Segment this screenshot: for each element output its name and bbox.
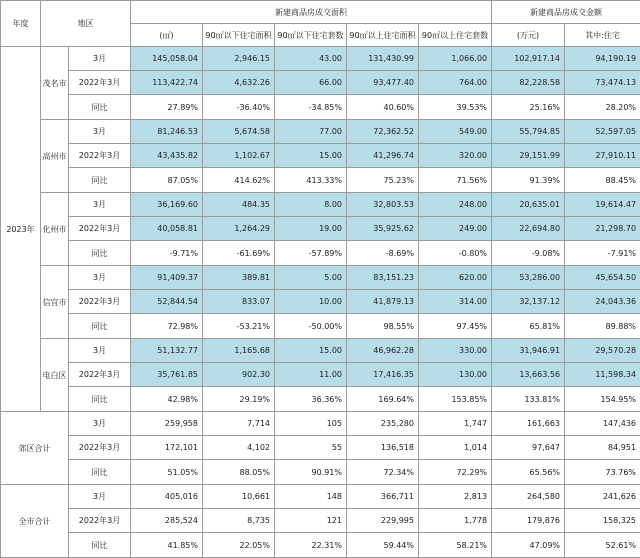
data-cell: 172,101: [131, 436, 203, 460]
table-row: [1, 290, 640, 314]
table-row: [1, 485, 640, 509]
data-cell: 549.00: [419, 120, 492, 144]
data-cell: 105: [275, 412, 347, 436]
table-row: [1, 339, 640, 363]
row-label: 3月: [69, 193, 131, 217]
data-cell: 22.05%: [203, 533, 275, 558]
row-label: 同比: [69, 314, 131, 339]
data-cell: 72.29%: [419, 460, 492, 485]
data-cell: 2,946.15: [203, 47, 275, 71]
header-amount-group: 新建商品房成交金额: [492, 1, 640, 24]
table-row: [1, 412, 640, 436]
data-cell: 72.34%: [347, 460, 419, 485]
data-cell: -53.21%: [203, 314, 275, 339]
data-cell: 82,228.58: [492, 71, 565, 95]
data-cell: 8.00: [275, 193, 347, 217]
data-cell: 73.76%: [565, 460, 640, 485]
data-cell: -61.69%: [203, 241, 275, 266]
data-cell: 10.00: [275, 290, 347, 314]
data-cell: 389.81: [203, 266, 275, 290]
data-cell: 46,962.28: [347, 339, 419, 363]
data-cell: 35,761.85: [131, 363, 203, 387]
data-cell: 620.00: [419, 266, 492, 290]
table-row: [1, 120, 640, 144]
data-cell: 25.16%: [492, 95, 565, 120]
data-cell: 52,844.54: [131, 290, 203, 314]
row-label: 同比: [69, 95, 131, 120]
data-cell: 235,280: [347, 412, 419, 436]
data-cell: 88.05%: [203, 460, 275, 485]
data-cell: 65.56%: [492, 460, 565, 485]
row-label: 同比: [69, 241, 131, 266]
data-cell: 15.00: [275, 144, 347, 168]
data-cell: -34.85%: [275, 95, 347, 120]
table-row: [1, 460, 640, 485]
region-name: 茂名市: [41, 47, 69, 120]
data-cell: 1,165.68: [203, 339, 275, 363]
data-cell: 148: [275, 485, 347, 509]
data-cell: 4,632.26: [203, 71, 275, 95]
data-cell: 366,711: [347, 485, 419, 509]
row-label: 同比: [69, 168, 131, 193]
data-cell: 405,016: [131, 485, 203, 509]
data-cell: 8,735: [203, 509, 275, 533]
data-cell: 145,058.04: [131, 47, 203, 71]
data-cell: -0.80%: [419, 241, 492, 266]
data-cell: 21,298.70: [565, 217, 640, 241]
data-cell: 39.53%: [419, 95, 492, 120]
region-name: 高州市: [41, 120, 69, 193]
data-cell: 28.20%: [565, 95, 640, 120]
data-cell: 43.00: [275, 47, 347, 71]
row-label: 3月: [69, 339, 131, 363]
data-cell: -57.89%: [275, 241, 347, 266]
region-name: 全市合计: [1, 485, 69, 558]
data-cell: 27,910.11: [565, 144, 640, 168]
data-cell: 29.19%: [203, 387, 275, 412]
table-row: [1, 95, 640, 120]
data-cell: 11.00: [275, 363, 347, 387]
data-cell: 36,169.60: [131, 193, 203, 217]
header-sub-3: 90㎡以上住宅面积: [347, 24, 419, 47]
data-cell: 84,951: [565, 436, 640, 460]
data-cell: 17,416.35: [347, 363, 419, 387]
row-label: 同比: [69, 460, 131, 485]
data-cell: 314.00: [419, 290, 492, 314]
table-body: [1, 1, 640, 558]
data-cell: 41,296.74: [347, 144, 419, 168]
header-sub-1: 90㎡以下住宅面积: [203, 24, 275, 47]
data-cell: 5.00: [275, 266, 347, 290]
row-label: 2022年3月: [69, 436, 131, 460]
region-name: 信宜市: [41, 266, 69, 339]
data-cell: 121: [275, 509, 347, 533]
data-cell: 41,879.13: [347, 290, 419, 314]
data-cell: 55: [275, 436, 347, 460]
data-cell: 285,524: [131, 509, 203, 533]
data-cell: 484.35: [203, 193, 275, 217]
data-cell: 43,435.82: [131, 144, 203, 168]
data-cell: 72.98%: [131, 314, 203, 339]
data-cell: 320.00: [419, 144, 492, 168]
row-label: 3月: [69, 120, 131, 144]
data-cell: 158,325: [565, 509, 640, 533]
data-cell: 55,794.85: [492, 120, 565, 144]
data-cell: 24,043.36: [565, 290, 640, 314]
row-label: 2022年3月: [69, 290, 131, 314]
data-cell: 29,151.99: [492, 144, 565, 168]
data-cell: 1,778: [419, 509, 492, 533]
table-row: [1, 71, 640, 95]
data-cell: 90.91%: [275, 460, 347, 485]
table-row: [1, 217, 640, 241]
header-region: 地区: [41, 1, 131, 47]
data-cell: 764.00: [419, 71, 492, 95]
data-cell: 98.55%: [347, 314, 419, 339]
header-sub-2: 90㎡以下住宅套数: [275, 24, 347, 47]
table-row: [1, 168, 640, 193]
row-label: 3月: [69, 485, 131, 509]
data-cell: -36.40%: [203, 95, 275, 120]
region-name: 电白区: [41, 339, 69, 412]
row-label: 同比: [69, 387, 131, 412]
data-cell: 13,663.56: [492, 363, 565, 387]
data-cell: 51,132.77: [131, 339, 203, 363]
data-cell: 81,246.53: [131, 120, 203, 144]
table-row: [1, 241, 640, 266]
data-cell: 91.39%: [492, 168, 565, 193]
data-cell: 169.64%: [347, 387, 419, 412]
data-cell: 161,663: [492, 412, 565, 436]
data-cell: 97,647: [492, 436, 565, 460]
data-cell: -8.69%: [347, 241, 419, 266]
table-row: [1, 193, 640, 217]
data-cell: 1,264.29: [203, 217, 275, 241]
data-cell: 29,570.28: [565, 339, 640, 363]
data-cell: 7,714: [203, 412, 275, 436]
data-cell: 42.98%: [131, 387, 203, 412]
data-cell: 59.44%: [347, 533, 419, 558]
table-row: [1, 509, 640, 533]
data-cell: -9.71%: [131, 241, 203, 266]
data-cell: 241,626: [565, 485, 640, 509]
data-cell: 32,137.12: [492, 290, 565, 314]
data-cell: 130.00: [419, 363, 492, 387]
data-cell: 35,925.62: [347, 217, 419, 241]
row-label: 2022年3月: [69, 144, 131, 168]
table-row: [1, 363, 640, 387]
data-cell: 53,286.00: [492, 266, 565, 290]
region-name: 化州市: [41, 193, 69, 266]
row-label: 同比: [69, 533, 131, 558]
data-cell: 58.21%: [419, 533, 492, 558]
row-label: 3月: [69, 47, 131, 71]
data-cell: -7.91%: [565, 241, 640, 266]
table-row: [1, 266, 640, 290]
data-cell: 75.23%: [347, 168, 419, 193]
data-cell: 32,803.53: [347, 193, 419, 217]
data-cell: 2,813: [419, 485, 492, 509]
data-cell: 27.89%: [131, 95, 203, 120]
row-label: 2022年3月: [69, 71, 131, 95]
data-cell: 1,747: [419, 412, 492, 436]
data-cell: 83,151.23: [347, 266, 419, 290]
header-sub-0: (㎡): [131, 24, 203, 47]
table-row: [1, 314, 640, 339]
data-cell: 19,614.47: [565, 193, 640, 217]
data-cell: 91,409.37: [131, 266, 203, 290]
data-cell: 47.09%: [492, 533, 565, 558]
data-cell: 136,518: [347, 436, 419, 460]
data-cell: 1,014: [419, 436, 492, 460]
data-cell: 153.85%: [419, 387, 492, 412]
data-cell: 22.31%: [275, 533, 347, 558]
data-cell: 179,876: [492, 509, 565, 533]
data-cell: 97.45%: [419, 314, 492, 339]
table-row: [1, 533, 640, 558]
data-cell: 154.95%: [565, 387, 640, 412]
data-cell: 19.00: [275, 217, 347, 241]
table-row: [1, 436, 640, 460]
data-cell: 73,474.13: [565, 71, 640, 95]
data-cell: 414.62%: [203, 168, 275, 193]
header-sub-4: 90㎡以上住宅套数: [419, 24, 492, 47]
data-cell: 5,674.58: [203, 120, 275, 144]
data-cell: 131,430.99: [347, 47, 419, 71]
data-cell: 248.00: [419, 193, 492, 217]
data-cell: 65.81%: [492, 314, 565, 339]
data-cell: 10,661: [203, 485, 275, 509]
data-cell: 41.85%: [131, 533, 203, 558]
data-cell: -9.08%: [492, 241, 565, 266]
data-cell: 1,102.67: [203, 144, 275, 168]
data-cell: 413.33%: [275, 168, 347, 193]
data-cell: 52,597.05: [565, 120, 640, 144]
data-cell: 22,694.80: [492, 217, 565, 241]
data-cell: 89.88%: [565, 314, 640, 339]
data-cell: 40,058.81: [131, 217, 203, 241]
data-cell: 31,946.91: [492, 339, 565, 363]
data-cell: 71.56%: [419, 168, 492, 193]
data-cell: 94,190.19: [565, 47, 640, 71]
region-name: 郊区合计: [1, 412, 69, 485]
data-cell: -50.00%: [275, 314, 347, 339]
header-year: 年度: [1, 1, 41, 47]
header-area-group: 新建商品房成交面积: [131, 1, 492, 24]
data-cell: 15.00: [275, 339, 347, 363]
data-cell: 133.81%: [492, 387, 565, 412]
data-cell: 229,995: [347, 509, 419, 533]
data-cell: 72,362.52: [347, 120, 419, 144]
data-cell: 11,598.34: [565, 363, 640, 387]
data-cell: 88.45%: [565, 168, 640, 193]
header-sub-6: 其中:住宅: [565, 24, 640, 47]
table-row: [1, 144, 640, 168]
data-cell: 249.00: [419, 217, 492, 241]
data-cell: 102,917.14: [492, 47, 565, 71]
data-cell: 93,477.40: [347, 71, 419, 95]
data-cell: 113,422.74: [131, 71, 203, 95]
data-cell: 264,580: [492, 485, 565, 509]
data-cell: 36.36%: [275, 387, 347, 412]
header-sub-5: (万元): [492, 24, 565, 47]
data-cell: 40.60%: [347, 95, 419, 120]
data-cell: 330.00: [419, 339, 492, 363]
data-cell: 833.07: [203, 290, 275, 314]
data-cell: 1,066.00: [419, 47, 492, 71]
row-label: 2022年3月: [69, 363, 131, 387]
row-label: 2022年3月: [69, 509, 131, 533]
row-label: 2022年3月: [69, 217, 131, 241]
data-cell: 51.05%: [131, 460, 203, 485]
data-cell: 147,436: [565, 412, 640, 436]
data-cell: 52.61%: [565, 533, 640, 558]
data-cell: 20,635.01: [492, 193, 565, 217]
data-cell: 4,102: [203, 436, 275, 460]
table-row: [1, 387, 640, 412]
data-cell: 259,958: [131, 412, 203, 436]
row-label: 3月: [69, 266, 131, 290]
data-cell: 902.30: [203, 363, 275, 387]
year-cell: 2023年: [1, 47, 41, 412]
data-cell: 66.00: [275, 71, 347, 95]
data-cell: 77.00: [275, 120, 347, 144]
row-label: 3月: [69, 412, 131, 436]
data-cell: 87.05%: [131, 168, 203, 193]
data-cell: 45,654.50: [565, 266, 640, 290]
table-row: [1, 47, 640, 71]
